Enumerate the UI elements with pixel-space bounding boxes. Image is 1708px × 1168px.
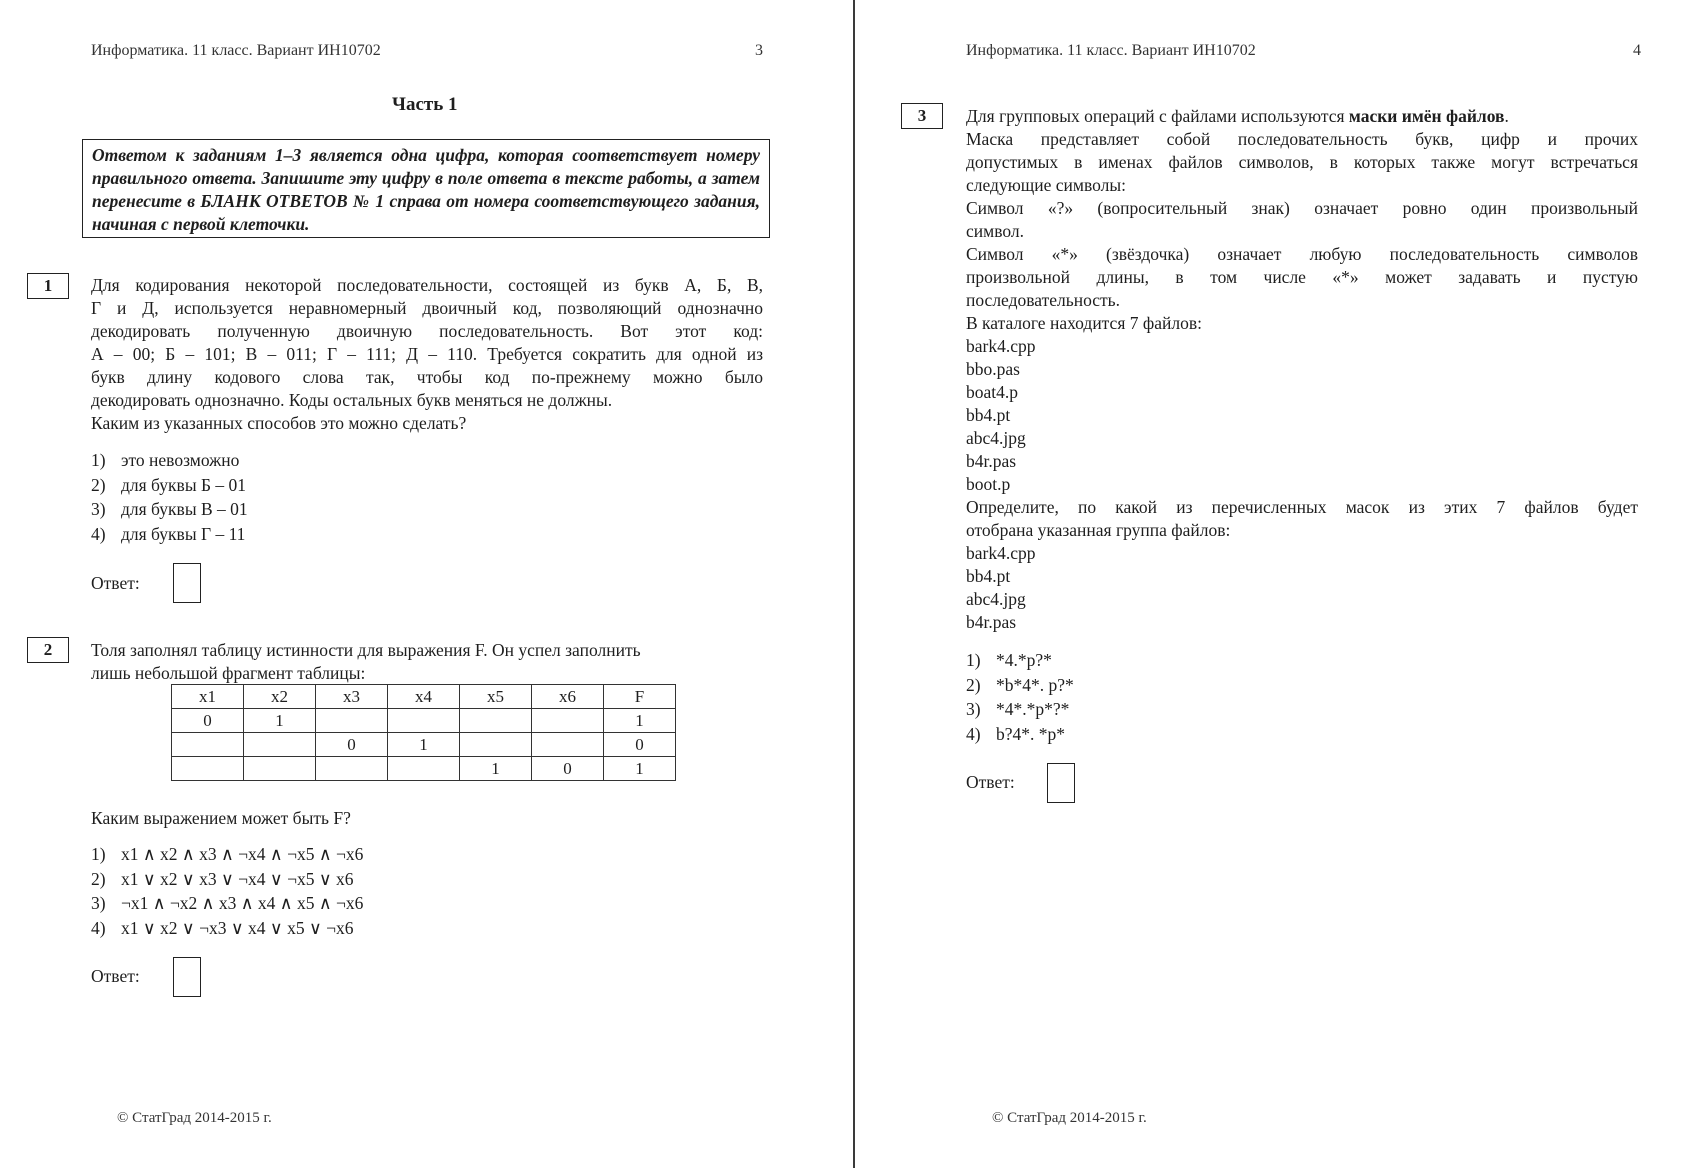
table-cell: 0: [172, 709, 244, 733]
truth-table: [171, 684, 676, 781]
text-line: Символ «?» (вопросительный знак) означает ровно один произвольный: [966, 198, 1638, 218]
task3-intro-text: Для групповых операций с файлами используются: [966, 106, 1349, 126]
table-cell: x6: [532, 685, 604, 709]
page-header: Информатика. 11 класс. Вариант ИН10702: [91, 42, 381, 59]
table-cell: x4: [388, 685, 460, 709]
table-cell: x5: [460, 685, 532, 709]
table-cell: 1: [244, 709, 316, 733]
table-row: [172, 733, 676, 757]
option-number: 1): [966, 650, 981, 670]
page-header: Информатика. 11 класс. Вариант ИН10702: [966, 42, 1256, 59]
table-cell: [244, 733, 316, 757]
text-line: Для кодирования некоторой последовательности, состоящей из букв А, Б, В,: [91, 275, 763, 295]
text-line: лишь небольшой фрагмент таблицы:: [91, 663, 366, 683]
task3-intro: [966, 105, 1638, 128]
text-line: Г и Д, используется неравномерный двоичный код, позволяющий однозначно: [91, 298, 763, 318]
answer-option: [91, 473, 248, 498]
table-cell: 0: [604, 733, 676, 757]
answer-option: [91, 497, 248, 522]
table-cell: 0: [316, 733, 388, 757]
page-footer: © СтатГрад 2014-2015 г.: [992, 1110, 1147, 1126]
page-number: 3: [755, 42, 763, 59]
option-number: 4): [91, 523, 106, 544]
table-cell: F: [604, 685, 676, 709]
text-line: следующие символы:: [966, 175, 1126, 195]
table-cell: 0: [532, 757, 604, 781]
text-line: Каким из указанных способов это можно сделать?: [91, 413, 467, 433]
text-line: символ.: [966, 221, 1024, 241]
option-text: x1 ∧ x2 ∧ x3 ∧ ¬x4 ∧ ¬x5 ∧ ¬x6: [121, 844, 364, 864]
option-number: 2): [91, 868, 106, 889]
answer-option: [966, 648, 1074, 673]
right-page: [855, 0, 1708, 1168]
task3-intro-bold: маски имён файлов: [1348, 106, 1505, 126]
table-cell: 1: [604, 757, 676, 781]
option-text: *b*4*. p?*: [996, 674, 1074, 695]
table-cell: 1: [388, 733, 460, 757]
option-text: *4*.*p*?*: [996, 699, 1070, 719]
option-text: b?4*. *p*: [996, 723, 1066, 744]
task-number-3: 3: [901, 103, 943, 129]
option-number: 1): [91, 450, 106, 470]
task2-question: Каким выражением может быть F?: [91, 808, 351, 828]
text-line: Маска представляет собой последовательность букв, цифр и прочих: [966, 129, 1638, 149]
answer-option: [966, 722, 1074, 747]
option-text: для буквы Г – 11: [121, 523, 246, 544]
option-number: 1): [91, 844, 106, 864]
answer-input-task2[interactable]: [173, 957, 201, 997]
table-cell: [316, 757, 388, 781]
option-number: 4): [91, 917, 106, 938]
text-line: abc4.jpg: [966, 589, 1026, 609]
table-cell: [460, 709, 532, 733]
text-line: последовательность.: [966, 290, 1121, 310]
answer-input-task1[interactable]: [173, 563, 201, 603]
text-line: допустимых в именах файлов символов, в которых также могут встречаться: [966, 152, 1638, 172]
table-cell: [172, 733, 244, 757]
answer-label: Ответ:: [91, 573, 140, 593]
task3-options: [966, 648, 1074, 746]
task-number-1: 1: [27, 273, 69, 299]
answer-label: Ответ:: [966, 772, 1015, 792]
instruction-box: Ответом к заданиям 1–3 является одна цифра, которая соответствует номеру правильного ответа. Запишите эту цифру в поле ответа в тексте работы, а затем перенесите в БЛАНК ОТВЕТОВ № 1 справа от номера соответствующего задания, начиная с первой клеточки.: [82, 139, 770, 238]
table-cell: [532, 709, 604, 733]
text-line: Толя заполнял таблицу истинности для выражения F. Он успел заполнить: [91, 640, 641, 660]
table-cell: [460, 733, 532, 757]
option-text: *4.*p?*: [996, 650, 1052, 670]
table-cell: 1: [460, 757, 532, 781]
answer-option: [91, 448, 248, 473]
answer-option: [91, 842, 363, 867]
option-text: это невозможно: [121, 450, 240, 470]
text-line: букв длину кодового слова так, чтобы код по-прежнему можно было: [91, 367, 763, 387]
task-number-2: 2: [27, 637, 69, 663]
text-line: boot.p: [966, 474, 1011, 494]
text-line: bark4.cpp: [966, 543, 1036, 563]
table-cell: [388, 709, 460, 733]
table-cell: 1: [604, 709, 676, 733]
answer-option: [966, 697, 1074, 722]
table-header-row: [172, 685, 676, 709]
table-cell: x1: [172, 685, 244, 709]
table-cell: [316, 709, 388, 733]
text-line: А – 00; Б – 101; В – 011; Г – 111; Д – 110. Требуется сократить для одной из: [91, 344, 763, 364]
part-title: Часть 1: [392, 94, 458, 115]
text-line: bb4.pt: [966, 405, 1011, 425]
table-row: [172, 709, 676, 733]
text-line: В каталоге находится 7 файлов:: [966, 313, 1202, 333]
option-number: 2): [966, 674, 981, 695]
answer-option: [91, 522, 248, 547]
option-text: для буквы Б – 01: [121, 474, 246, 495]
option-number: 3): [966, 699, 981, 719]
option-text: ¬x1 ∧ ¬x2 ∧ x3 ∧ x4 ∧ x5 ∧ ¬x6: [121, 893, 364, 913]
text-line: декодировать однозначно. Коды остальных букв меняться не должны.: [91, 390, 613, 410]
option-text: x1 ∨ x2 ∨ x3 ∨ ¬x4 ∨ ¬x5 ∨ x6: [121, 868, 354, 889]
answer-option: [91, 891, 363, 916]
table-cell: x2: [244, 685, 316, 709]
task1-text: [91, 274, 763, 435]
left-page: [0, 0, 853, 1168]
table-cell: x3: [316, 685, 388, 709]
table-row: [172, 757, 676, 781]
task1-options: [91, 448, 248, 546]
option-number: 3): [91, 893, 106, 913]
table-cell: [172, 757, 244, 781]
text-line: bb4.pt: [966, 566, 1011, 586]
text-line: декодировать полученную двоичную последовательность. Вот этот код:: [91, 321, 763, 341]
option-text: x1 ∨ x2 ∨ ¬x3 ∨ x4 ∨ x5 ∨ ¬x6: [121, 917, 354, 938]
option-number: 4): [966, 723, 981, 744]
option-text: для буквы В – 01: [121, 499, 248, 519]
task3-text: [966, 128, 1638, 634]
table-cell: [532, 733, 604, 757]
task2-options: [91, 842, 363, 940]
text-line: bbo.pas: [966, 359, 1020, 379]
answer-label: Ответ:: [91, 966, 140, 986]
text-line: b4r.pas: [966, 451, 1017, 471]
answer-option: [91, 916, 363, 941]
text-line: bark4.cpp: [966, 336, 1036, 356]
text-line: произвольной длины, в том числе «*» может задавать и пустую: [966, 267, 1638, 287]
task3-intro-end: .: [1504, 106, 1509, 126]
text-line: b4r.pas: [966, 612, 1017, 632]
page-footer: © СтатГрад 2014-2015 г.: [117, 1110, 272, 1126]
table-cell: [388, 757, 460, 781]
text-line: Символ «*» (звёздочка) означает любую последовательность символов: [966, 244, 1638, 264]
option-number: 2): [91, 474, 106, 495]
text-line: Определите, по какой из перечисленных масок из этих 7 файлов будет: [966, 497, 1638, 517]
page-number: 4: [1633, 42, 1641, 59]
table-cell: [244, 757, 316, 781]
answer-input-task3[interactable]: [1047, 763, 1075, 803]
text-line: abc4.jpg: [966, 428, 1026, 448]
text-line: boat4.p: [966, 382, 1019, 402]
answer-option: [966, 673, 1074, 698]
task2-text: [91, 639, 763, 685]
option-number: 3): [91, 499, 106, 519]
answer-option: [91, 867, 363, 892]
text-line: отобрана указанная группа файлов:: [966, 520, 1231, 540]
